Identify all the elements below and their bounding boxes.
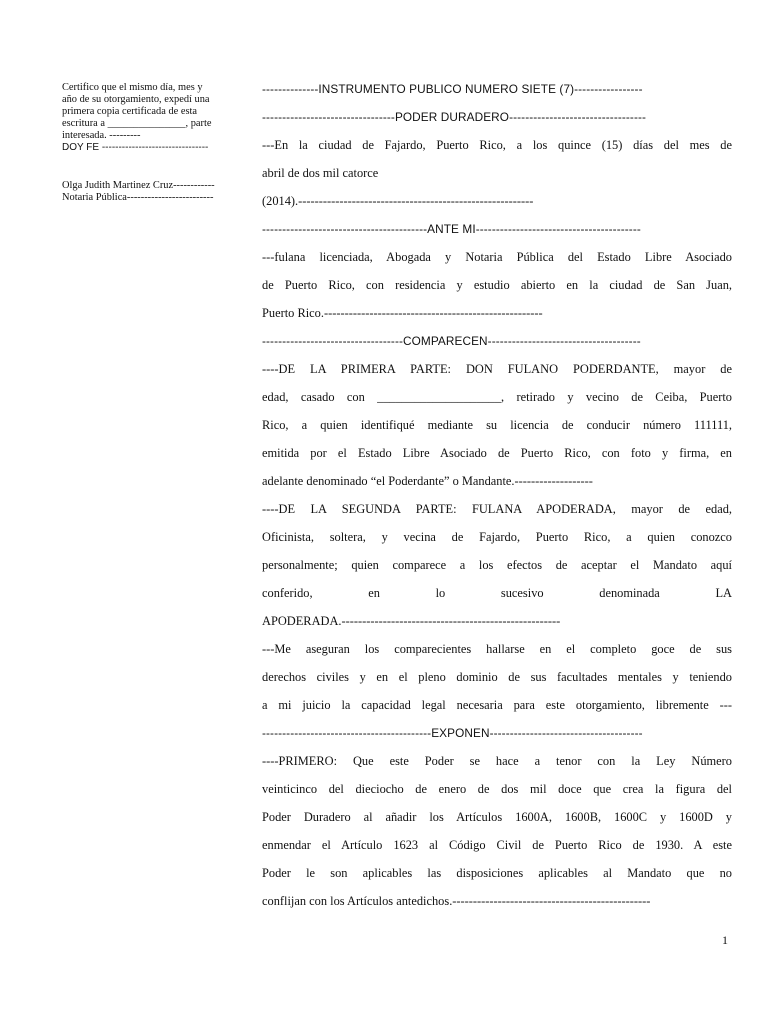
- text-line: Poder le son aplicables las disposiciones aplicables al Mandato que no: [262, 866, 732, 880]
- notary-title: Notaria Pública-------------------------: [62, 192, 214, 203]
- page-number: 1: [722, 933, 728, 947]
- text-line: abril de dos mil catorce: [262, 166, 379, 180]
- text-line: adelante denominado “el Poderdante” o Mandante.-------------------: [262, 474, 593, 488]
- text-line: a mi juicio la capacidad legal necesaria para este otorgamiento, libremente ---: [262, 698, 732, 712]
- doy-fe-line: DOY FE --------------------------------: [62, 142, 209, 153]
- text-line: conferido, en lo sucesivo denominada LA: [262, 586, 732, 600]
- text-line: Rico, a quien identifiqué mediante su licencia de conducir número 111111,: [262, 418, 732, 432]
- certification-line: interesada. ---------: [62, 130, 141, 141]
- document-title: --------------INSTRUMENTO PUBLICO NUMERO SIETE (7)-----------------: [262, 82, 643, 96]
- certification-line: Certifico que el mismo día, mes y: [62, 82, 203, 93]
- text-line: conflijan con los Artículos antedichos.------------------------------------------------: [262, 894, 651, 908]
- text-line: de Puerto Rico, con residencia y estudio abierto en la ciudad de San Juan,: [262, 278, 732, 292]
- text-line: edad, casado con ____________________, retirado y vecino de Ceiba, Puerto: [262, 390, 732, 404]
- text-line: ----DE LA SEGUNDA PARTE: FULANA APODERADA, mayor de edad,: [262, 502, 732, 516]
- text-line: ---En la ciudad de Fajardo, Puerto Rico, a los quince (15) días del mes de: [262, 138, 732, 152]
- text-line: ----PRIMERO: Que este Poder se hace a tenor con la Ley Número: [262, 754, 732, 768]
- text-line: personalmente; quien comparece a los efectos de aceptar el Mandato aquí: [262, 558, 732, 572]
- text-line: veinticinco del dieciocho de enero de dos mil doce que crea la figura del: [262, 782, 732, 796]
- deed-body: [262, 75, 732, 915]
- text-line: Puerto Rico.-----------------------------------------------------: [262, 306, 543, 320]
- certification-margin-note: [62, 82, 251, 204]
- text-line: derechos civiles y en el pleno dominio de sus facultades mentales y teniendo: [262, 670, 732, 684]
- section-heading-ante-mi: -----------------------------------------ANTE MI-----------------------------------------: [262, 222, 641, 236]
- text-line: ----DE LA PRIMERA PARTE: DON FULANO PODERDANTE, mayor de: [262, 362, 732, 376]
- certification-line: año de su otorgamiento, expedí una: [62, 94, 210, 105]
- text-line: ---fulana licenciada, Abogada y Notaria Pública del Estado Libre Asociado: [262, 250, 732, 264]
- notary-name: Olga Judith Martinez Cruz------------: [62, 180, 215, 191]
- text-line: ---Me aseguran los comparecientes hallarse en el completo goce de sus: [262, 642, 732, 656]
- certification-line: primera copia certificada de esta: [62, 106, 197, 117]
- document-subtitle: ---------------------------------PODER DURADERO----------------------------------: [262, 110, 647, 124]
- text-line: Poder Duradero al añadir los Artículos 1600A, 1600B, 1600C y 1600D y: [262, 810, 732, 824]
- text-line: enmendar el Artículo 1623 al Código Civil de Puerto Rico de 1930. A este: [262, 838, 732, 852]
- section-heading-comparecen: -----------------------------------COMPARECEN--------------------------------------: [262, 334, 641, 348]
- section-heading-exponen: ------------------------------------------EXPONEN--------------------------------------: [262, 726, 643, 740]
- text-line: (2014).---------------------------------------------------------: [262, 194, 534, 208]
- text-line: Oficinista, soltera, y vecina de Fajardo, Puerto Rico, a quien conozco: [262, 530, 732, 544]
- text-line: emitida por el Estado Libre Asociado de Puerto Rico, con foto y firma, en: [262, 446, 732, 460]
- text-line: APODERADA.-----------------------------------------------------: [262, 614, 561, 628]
- certification-line: escritura a _______________, parte: [62, 118, 212, 129]
